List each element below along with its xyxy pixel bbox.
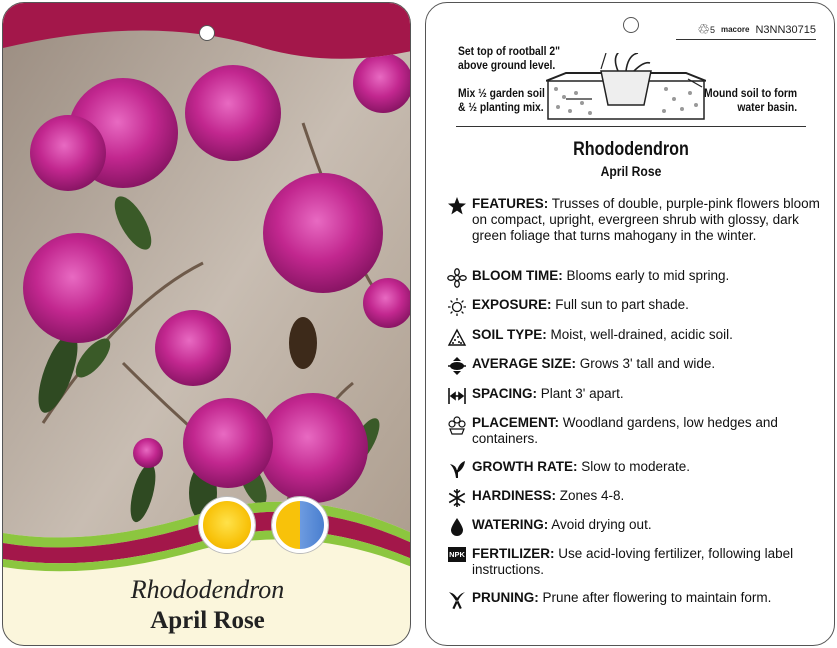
info-row <box>446 268 831 288</box>
hang-hole <box>623 17 639 33</box>
info-label: PLACEMENT: <box>472 415 559 430</box>
info-label: AVERAGE SIZE: <box>472 356 577 371</box>
info-value: Moist, well-drained, acidic soil. <box>546 327 733 342</box>
info-value: Trusses of double, purple-pink flowers bloom on compact, upright, evergreen shrub with glossy, dark green foliage that turns mahogany in the winter. <box>472 196 820 243</box>
rootball-note <box>458 45 560 73</box>
info-label: WATERING: <box>472 517 549 532</box>
info-value: Blooms early to mid spring. <box>562 268 730 283</box>
info-label: SOIL TYPE: <box>472 327 547 342</box>
sun-icon <box>446 297 468 317</box>
recycle-icon: ♲ <box>697 21 710 37</box>
info-row <box>446 590 831 610</box>
mound-note-line2: water basin. <box>737 102 798 114</box>
info-label: SPACING: <box>472 386 538 401</box>
rootball-note-line2: above ground level. <box>458 60 556 72</box>
info-label: GROWTH RATE: <box>472 459 578 474</box>
info-value: Zones 4-8. <box>556 488 625 503</box>
star-icon <box>446 196 468 216</box>
info-row <box>446 488 831 508</box>
rootball-note-line1: Set top of rootball 2" <box>458 46 561 58</box>
water-drop-icon <box>446 517 468 537</box>
mix-note-line2: & ½ planting mix. <box>458 102 544 114</box>
placement-icon <box>446 415 468 435</box>
info-row <box>446 297 831 317</box>
plant-variety: April Rose <box>600 164 662 179</box>
info-value: Avoid drying out. <box>548 517 652 532</box>
info-label: HARDINESS: <box>472 488 557 503</box>
info-value: Use acid-loving fertilizer, following label instructions. <box>472 546 794 577</box>
size-icon <box>446 356 468 376</box>
info-label: PRUNING: <box>472 590 539 605</box>
info-value: Grows 3' tall and wide. <box>576 356 716 371</box>
npk-label: NPK <box>448 547 466 562</box>
rhododendron-photo <box>3 3 411 646</box>
plant-tag-back <box>425 2 835 646</box>
flower-icon <box>446 268 468 288</box>
info-row <box>446 517 831 537</box>
info-row <box>446 327 831 347</box>
info-row <box>446 196 831 244</box>
npk-icon <box>446 546 468 566</box>
spacing-icon <box>446 386 468 406</box>
info-row <box>446 459 831 479</box>
plant-name: Rhododendron <box>573 139 689 160</box>
mix-note <box>458 87 545 115</box>
brand-logo: macore <box>720 24 750 34</box>
recycle-number: 5 <box>709 24 715 35</box>
info-value: Slow to moderate. <box>577 459 691 474</box>
info-value: Prune after flowering to maintain form. <box>538 590 772 605</box>
snowflake-icon <box>446 488 468 508</box>
info-row <box>446 415 831 447</box>
part-shade-icon <box>272 497 328 553</box>
pruners-icon <box>446 590 468 610</box>
sprout-icon <box>446 459 468 479</box>
divider <box>456 126 806 127</box>
info-row <box>446 546 831 578</box>
info-label: FEATURES: <box>472 196 549 211</box>
info-row <box>446 356 831 376</box>
divider <box>676 39 816 40</box>
info-label: EXPOSURE: <box>472 297 552 312</box>
info-value: Woodland gardens, low hedges and containers. <box>472 415 778 446</box>
info-row <box>446 386 831 406</box>
info-value: Full sun to part shade. <box>551 297 689 312</box>
product-code: N3NN30715 <box>755 23 816 36</box>
info-value: Plant 3' apart. <box>537 386 624 401</box>
plant-name: Rhododendron <box>130 575 285 604</box>
mix-note-line1: Mix ½ garden soil <box>458 88 545 100</box>
info-label: FERTILIZER: <box>472 546 555 561</box>
code-row <box>697 21 816 38</box>
hang-hole <box>199 25 215 41</box>
mound-note-line1: Mound soil to form <box>704 88 798 100</box>
plant-variety: April Rose <box>150 607 265 634</box>
mound-note <box>704 87 797 115</box>
soil-icon <box>446 327 468 347</box>
planting-diagram <box>546 53 706 123</box>
info-label: BLOOM TIME: <box>472 268 563 283</box>
plant-tag-front <box>2 2 411 646</box>
full-sun-icon <box>199 497 255 553</box>
